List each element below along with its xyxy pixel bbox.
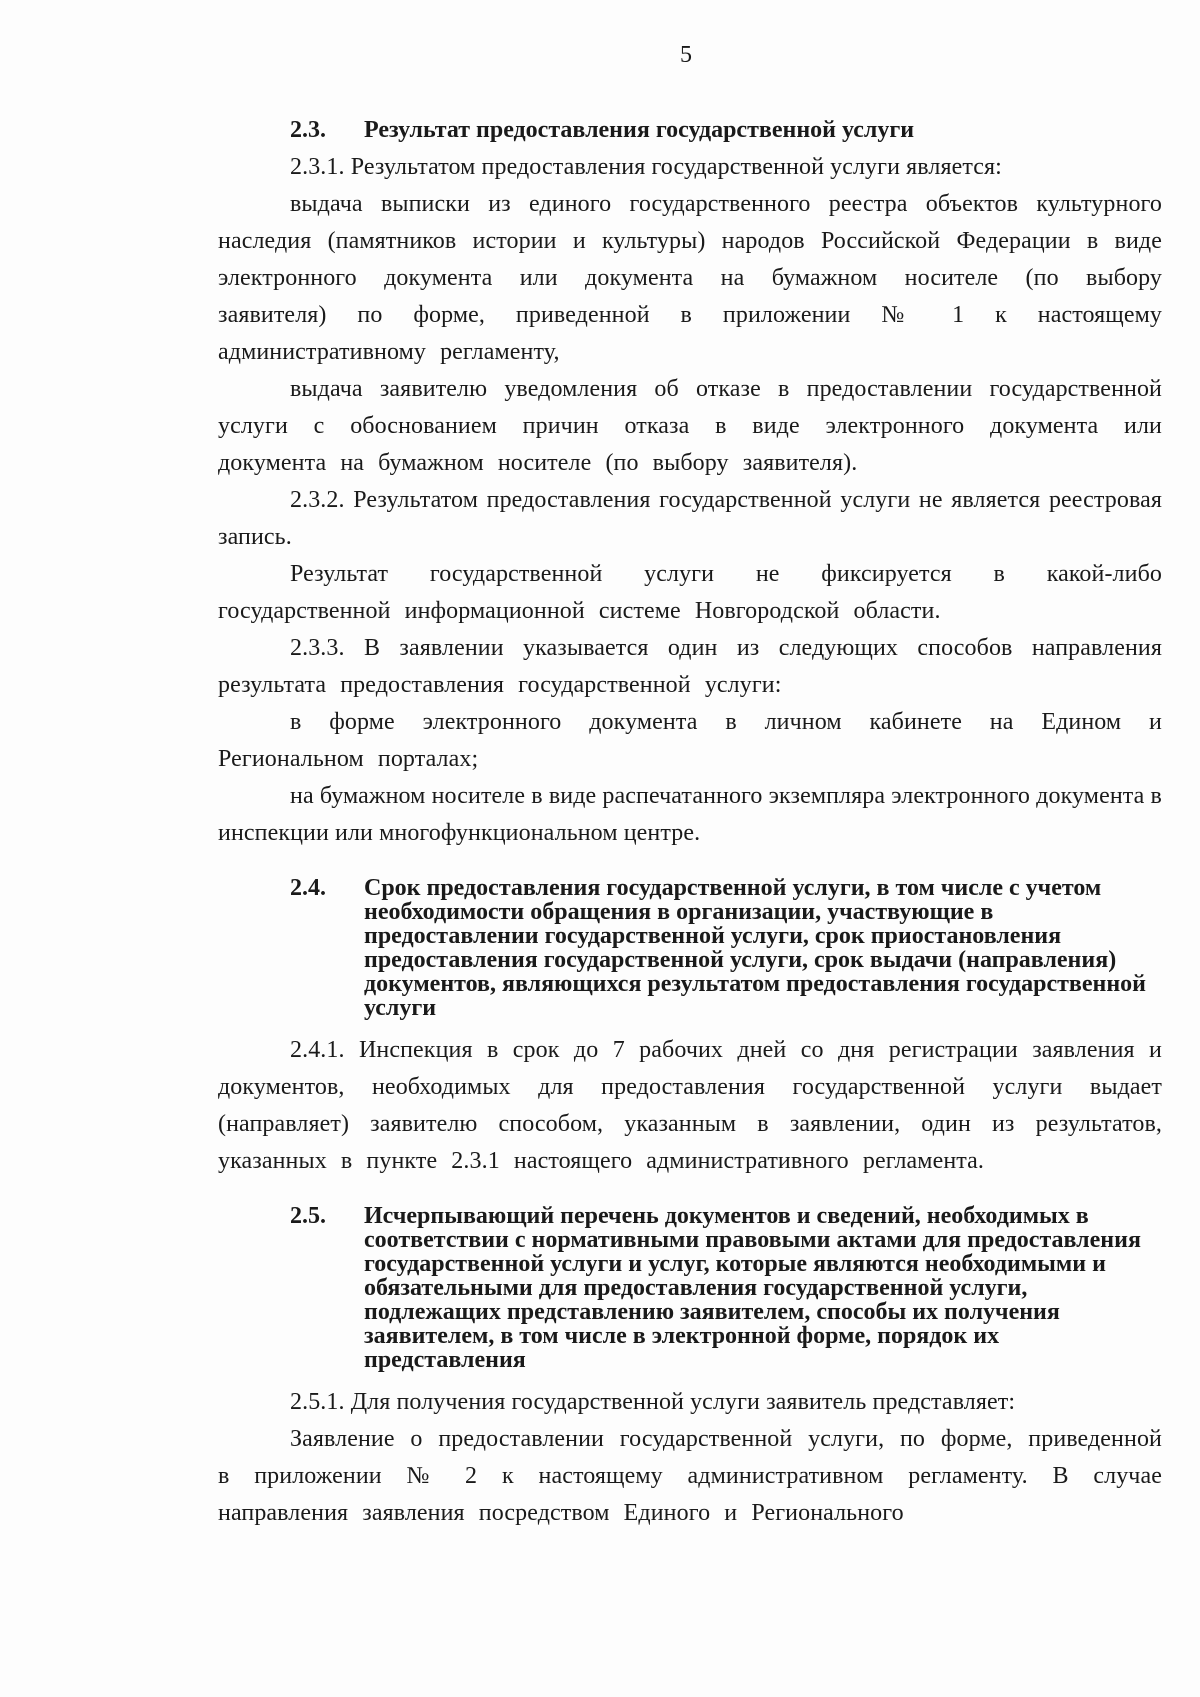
paragraph: на бумажном носителе в виде распечатанного экземпляра электронного документа в инспекции или многофункциональном центре. xyxy=(218,783,1162,846)
paragraph: выдача заявителю уведомления об отказе в предоставлении государственной услуги с обоснованием причин отказа в виде электронного документа или документа на бумажном носителе (по выбору заявителя). xyxy=(218,376,1162,476)
document-body xyxy=(218,112,1162,1532)
paragraph: 2.4.1. Инспекция в срок до 7 рабочих дней со дня регистрации заявления и документов, необходимых для предоставления государственной услуги выдает (направляет) заявителю способом, указанным в заявлении, один из результатов, указанных в пункте 2.3.1 настоящего административного регламента. xyxy=(218,1037,1162,1174)
section-title: Результат предоставления государственной услуги xyxy=(364,117,915,143)
paragraph: 2.3.3. В заявлении указывается один из следующих способов направления результата предоставления государственной услуги: xyxy=(218,635,1162,698)
paragraph: 2.5.1. Для получения государственной услуги заявитель представляет: xyxy=(290,1389,1016,1415)
section-number: 2.3. xyxy=(290,117,326,143)
page-number: 5 xyxy=(680,42,692,68)
paragraph: выдача выписки из единого государственного реестра объектов культурного наследия (памятников истории и культуры) народов Российской Федерации в виде электронного документа или документа на бумажном носителе (по выбору заявителя) по форме, приведенной в приложении № 1 к настоящему административному регламенту, xyxy=(218,191,1162,365)
paragraph: 2.3.2. Результатом предоставления государственной услуги не является реестровая запись. xyxy=(218,487,1162,550)
paragraph: Результат государственной услуги не фиксируется в какой-либо государственной информационной системе Новгородской области. xyxy=(218,561,1162,624)
paragraph: в форме электронного документа в личном кабинете на Едином и Региональном порталах; xyxy=(218,709,1162,772)
section-number: 2.4. xyxy=(290,875,326,901)
section-title: Исчерпывающий перечень документов и сведений, необходимых в соответствии с нормативными правовыми актами для предоставления государственной услуги и услуг, которые являются необходимыми и обязательными для предоставления государственной услуги, подлежащих представлению заявителем, способы их получения заявителем, в том числе в электронной форме, порядок их представления xyxy=(364,1203,1141,1373)
paragraph: Заявление о предоставлении государственной услуги, по форме, приведенной в приложении № 2 к настоящему административном регламенту. В случае направления заявления посредством Единого и Регионального xyxy=(218,1426,1162,1526)
section-heading-2-4 xyxy=(218,876,1162,1020)
section-number: 2.5. xyxy=(290,1203,326,1229)
section-heading-2-5 xyxy=(218,1204,1162,1372)
paragraph: 2.3.1. Результатом предоставления государственной услуги является: xyxy=(290,154,1002,180)
section-title: Срок предоставления государственной услуги, в том числе с учетом необходимости обращения в организации, участвующие в предоставлении государственной услуги, срок приостановления предоставления государственной услуги, срок выдачи (направления) документов, являющихся результатом предоставления государственной услуги xyxy=(364,875,1146,1021)
section-heading-2-3 xyxy=(218,112,1162,149)
